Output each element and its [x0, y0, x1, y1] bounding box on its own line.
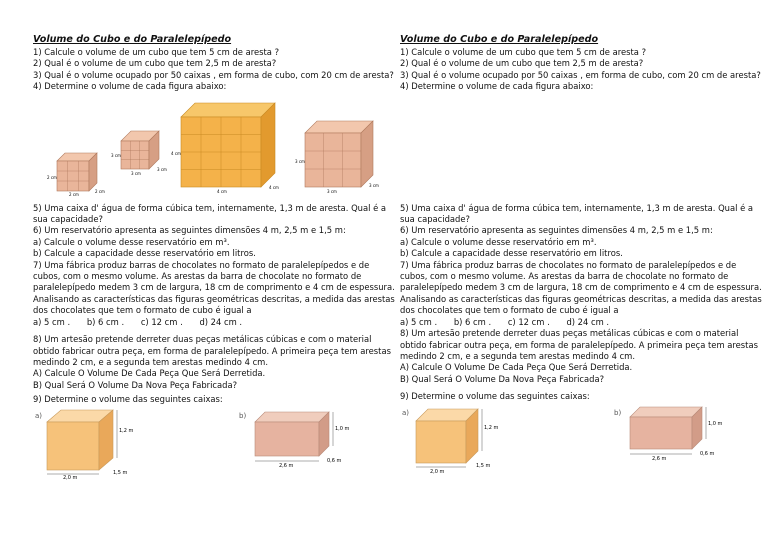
boxes-figure-copy [400, 405, 762, 477]
cube-4cm-label-h: 4 cm [171, 150, 181, 156]
worksheet-title-copy: Volume do Cubo e do Paralelepípedo [400, 34, 599, 45]
option-b-copy: b) 6 cm . [453, 316, 492, 327]
worksheet-title: Volume do Cubo e do Paralelepípedo [33, 34, 232, 45]
box-a-depth: 1,5 m [113, 469, 128, 476]
box-a-width-copy: 2,0 m [430, 468, 445, 475]
cube-3cm-label-d: 3 cm [157, 166, 167, 172]
question-6a-copy: a) Calcule o volume desse reservatório em m³. [400, 236, 597, 247]
cube-3cm-b [295, 121, 379, 194]
question-8b: B) Qual Será O Volume Da Nova Peça Fabricada? [33, 379, 238, 390]
box-b-height-copy: 1,0 m [708, 420, 723, 427]
option-d-copy: d) 24 cm . [566, 316, 610, 327]
box-b-depth: 0,6 m [327, 457, 342, 464]
cube-2cm [47, 153, 105, 197]
question-7-options-copy [400, 317, 762, 328]
worksheet-left [33, 34, 395, 480]
box-b-height: 1,0 m [335, 425, 350, 432]
question-7-stem-copy: Analisando as características das figuras geométricas descritas, a medida das arestas dos chocolates que tem o formato de cubo é igual a [400, 293, 762, 316]
cube-4cm [171, 103, 279, 194]
question-8a-copy: A) Calcule O Volume De Cada Peça Que Será Derretida. [400, 362, 633, 373]
question-1-copy: 1) Calcule o volume de um cubo que tem 5 cm de aresta ? [400, 47, 647, 57]
question-6: 6) Um reservatório apresenta as seguintes dimensões 4 m, 2,5 m e 1,5 m: [33, 225, 346, 236]
box-b-depth-copy: 0,6 m [700, 450, 715, 457]
question-6b: b) Calcule a capacidade desse reservatório em litros. [33, 248, 256, 259]
question-5: 5) Uma caixa d' água de forma cúbica tem, internamente, 1,3 m de aresta. Qual é a sua capacidade? [33, 202, 387, 225]
question-6a: a) Calcule o volume desse reservatório em m³. [33, 236, 230, 247]
question-7: 7) Uma fábrica produz barras de chocolates no formato de paralelepípedos e de cubos, com o mesmo volume. As arestas da barra de chocolate no formato de paralelepípedo medem 3 cm de largura, 18 cm de comprimento e 4 cm de espessura. [33, 259, 395, 293]
box-b [239, 412, 350, 469]
box-a-height: 1,2 m [119, 427, 134, 434]
question-3: 3) Qual é o volume ocupado por 50 caixas , em forma de cubo, com 20 cm de aresta? [33, 69, 394, 80]
question-8-copy: 8) Um artesão pretende derreter duas peças metálicas cúbicas e com o material obtido fabricar outra peça, em forma de paralelepípedo. A primeira peça tem arestas medindo 2 cm, e a segunda tem arestas medindo 4 cm. [400, 328, 758, 361]
cubes-figure [33, 97, 395, 197]
option-c-copy: c) 12 cm . [507, 316, 550, 327]
option-c: c) 12 cm . [140, 316, 183, 327]
option-a: a) 5 cm . [33, 316, 71, 327]
cube-4cm-label-w: 4 cm [217, 188, 227, 194]
cube-3cm-b-label-d: 3 cm [369, 182, 379, 188]
question-4-copy: 4) Determine o volume de cada figura abaixo: [400, 81, 594, 92]
question-7-stem: Analisando as características das figuras geométricas descritas, a medida das arestas dos chocolates que tem o formato de cubo é igual a [33, 293, 395, 316]
question-6b-copy: b) Calcule a capacidade desse reservatório em litros. [400, 248, 623, 259]
question-3-copy: 3) Qual é o volume ocupado por 50 caixas , em forma de cubo, com 20 cm de aresta? [400, 69, 761, 80]
question-5-copy: 5) Uma caixa d' água de forma cúbica tem, internamente, 1,3 m de aresta. Qual é a sua capacidade? [400, 202, 754, 225]
box-a-width: 2,0 m [63, 474, 78, 480]
boxes-illustration [33, 408, 395, 480]
question-8: 8) Um artesão pretende derreter duas peças metálicas cúbicas e com o material obtido fabricar outra peça, em forma de paralelepípedo. A primeira peça tem arestas medindo 2 cm, e a segunda tem arestas medindo 4 cm. [33, 334, 391, 367]
box-b-label: b) [239, 411, 247, 420]
box-a-height-copy: 1,2 m [484, 424, 499, 431]
cube-2cm-label-h: 2 cm [47, 174, 57, 180]
box-a [35, 410, 134, 480]
box-a-label: a) [35, 411, 43, 420]
cube-4cm-label-d: 4 cm [269, 184, 279, 190]
box-a-copy [402, 409, 499, 475]
question-1: 1) Calcule o volume de um cubo que tem 5 cm de aresta ? [33, 47, 280, 57]
cube-3cm-b-label-h: 3 cm [295, 158, 305, 164]
cube-3cm-label-h: 3 cm [111, 152, 121, 158]
option-a-copy: a) 5 cm . [400, 316, 438, 327]
question-8a: A) Calcule O Volume De Cada Peça Que Será Derretida. [33, 368, 266, 379]
question-2: 2) Qual é o volume de um cubo que tem 2,5 m de aresta? [33, 58, 277, 69]
question-6-copy: 6) Um reservatório apresenta as seguintes dimensões 4 m, 2,5 m e 1,5 m: [400, 225, 713, 236]
box-b-label-copy: b) [614, 408, 622, 417]
cube-3cm-b-label-w: 3 cm [327, 188, 337, 194]
cube-3cm-label-w: 3 cm [131, 170, 141, 176]
question-7-options [33, 317, 395, 328]
boxes-figure [33, 408, 395, 480]
cube-2cm-label-d: 2 cm [95, 188, 105, 194]
cube-3cm [111, 131, 167, 176]
boxes-illustration-copy [400, 405, 762, 477]
box-b-width: 2,6 m [279, 462, 294, 469]
question-9-copy: 9) Determine o volume das seguintes caixas: [400, 391, 590, 402]
option-d: d) 24 cm . [199, 316, 243, 327]
question-8b-copy: B) Qual Será O Volume Da Nova Peça Fabricada? [400, 373, 605, 384]
question-2-copy: 2) Qual é o volume de um cubo que tem 2,5 m de aresta? [400, 58, 644, 69]
box-a-depth-copy: 1,5 m [476, 462, 491, 469]
worksheet-right [400, 34, 762, 477]
box-b-copy [614, 407, 723, 462]
cubes-illustration [33, 97, 395, 197]
question-7-copy: 7) Uma fábrica produz barras de chocolates no formato de paralelepípedos e de cubos, com o mesmo volume. As arestas da barra de chocolate no formato de paralelepípedo medem 3 cm de largura, 18 cm de comprimento e 4 cm de espessura. [400, 259, 762, 293]
option-b: b) 6 cm . [86, 316, 125, 327]
box-b-width-copy: 2,6 m [652, 455, 667, 462]
cube-2cm-label-w: 2 cm [69, 191, 79, 197]
question-4: 4) Determine o volume de cada figura abaixo: [33, 81, 227, 92]
question-9: 9) Determine o volume das seguintes caixas: [33, 394, 223, 405]
missing-figure-area [400, 97, 762, 197]
box-a-label-copy: a) [402, 408, 410, 417]
